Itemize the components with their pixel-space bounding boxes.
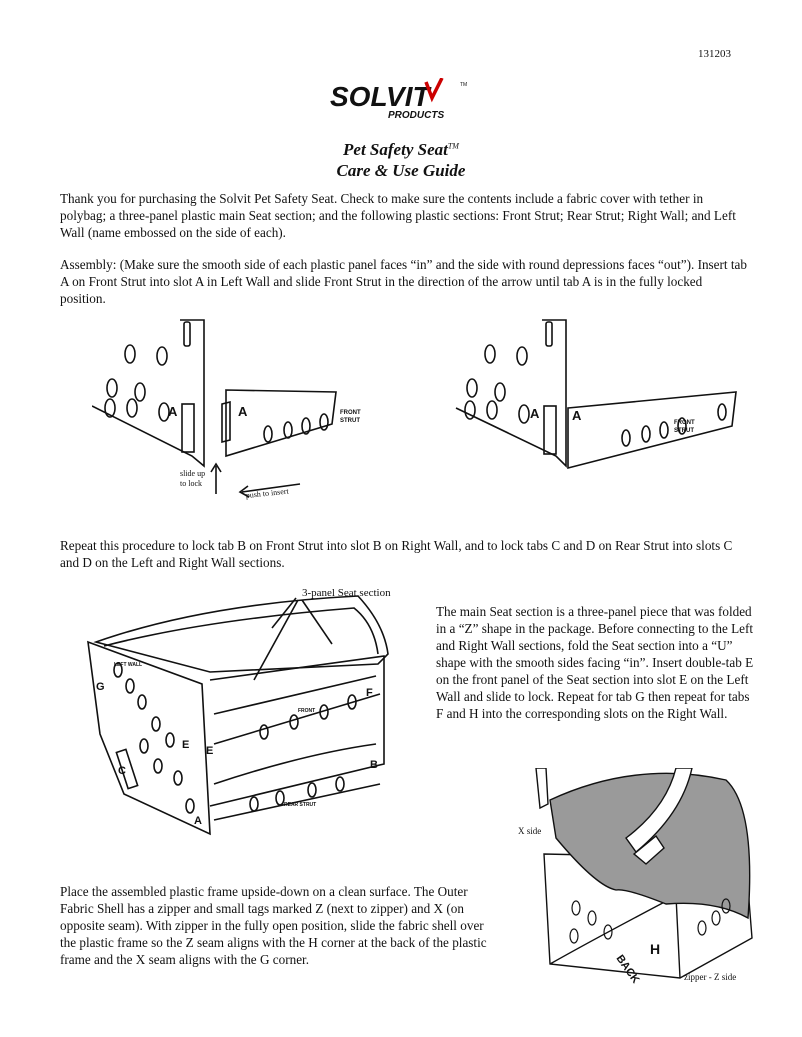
title-tm: TM — [447, 141, 459, 151]
x-side-label: X side — [518, 826, 542, 836]
fig2-label-a: A — [194, 815, 202, 827]
repeat-paragraph: Repeat this procedure to lock tab B on Front Strut into slot B on Right Wall, and to lock tabs C and D on Rear Strut into slots C and D on the Left and Right Wall sections. — [60, 538, 733, 570]
fig1-strut-label-a: A — [238, 404, 248, 419]
fig1-label-a: A — [168, 404, 178, 419]
figure-insert-tab — [92, 316, 382, 506]
z-side-label: zipper - Z side — [684, 972, 737, 982]
fig1-strut-line1: FRONT — [340, 410, 361, 416]
figure-tab-locked — [446, 316, 746, 476]
solvit-logo — [330, 78, 470, 122]
h-label: H — [650, 941, 661, 957]
slide-up-line2: to lock — [180, 479, 202, 488]
back-label: BACK — [613, 952, 642, 986]
figure-seat-assembly — [84, 584, 414, 844]
assembly-paragraph: Assembly: (Make sure the smooth side of each plastic panel faces “in” and the side with round depressions faces “out”). Insert tab A on Front Strut into slot A in Left Wall and slide Front Strut in the direction of the arrow until tab A is in the fully locked position. — [60, 257, 747, 306]
callout-3-panel: 3-panel Seat section — [302, 587, 391, 599]
fig1-strut-line2: STRUT — [340, 418, 360, 424]
fig2-label-e-arrow: E — [206, 745, 214, 757]
logo-sub: PRODUCTS — [388, 110, 445, 121]
document-number: 131203 — [698, 48, 731, 60]
figure-fabric-shell — [516, 768, 766, 988]
fig1b-strut-label-a: A — [572, 408, 582, 423]
fig2-label-b: B — [370, 759, 378, 771]
fig2-label-e: E — [182, 739, 190, 751]
fig2-left-wall: LEFT WALL — [114, 662, 143, 668]
fig1b-strut-line2: STRUT — [674, 428, 694, 434]
logo-tm: TM — [460, 82, 468, 88]
logo-brand: SOLVIT — [330, 81, 430, 112]
fig2-front: FRONT — [298, 708, 316, 714]
title-line2: Care & Use Guide — [336, 161, 466, 180]
seat-section-paragraph: The main Seat section is a three-panel piece that was folded in a “Z” shape in the package. Before connecting to the Left and Right Wall sections, fold the Seat section into a “U” shape with the smooth sides facing “in”. Insert double-tab E on the front panel of the Seat section into slot E on the Left Wall and slide to lock. Repeat for tab G then repeat for tabs F and H into the corresponding slots on the Right Wall. — [436, 604, 754, 721]
fig2-label-c: C — [118, 765, 126, 777]
intro-paragraph: Thank you for purchasing the Solvit Pet Safety Seat. Check to make sure the contents include a fabric cover with tether in polybag; a three-panel plastic main Seat section; and the following plastic sections: Front Strut; Rear Strut; Right Wall; and Left Wall (name embossed on the side of each). — [60, 191, 736, 240]
title-line1 — [0, 140, 802, 160]
title-text: Pet Safety Seat — [343, 140, 448, 159]
fig2-label-g: G — [96, 681, 105, 693]
fabric-shell-paragraph: Place the assembled plastic frame upside-down on a clean surface. The Outer Fabric Shell has a zipper and small tags marked Z (next to zipper) and X (on opposite seam). With zipper in the fully open position, slide the fabric shell over the plastic frame so the Z seam aligns with the H corner at the back of the plastic frame and the X seam aligns with the G corner. — [60, 884, 487, 967]
fig2-rear-strut: REAR STRUT — [284, 802, 317, 808]
fig2-label-f: F — [366, 687, 373, 699]
fig1b-label-a: A — [530, 406, 540, 421]
slide-up-line1: slide up — [180, 469, 206, 478]
push-to-insert: push to insert — [245, 486, 290, 500]
fig1b-strut-line1: FRONT — [674, 420, 695, 426]
